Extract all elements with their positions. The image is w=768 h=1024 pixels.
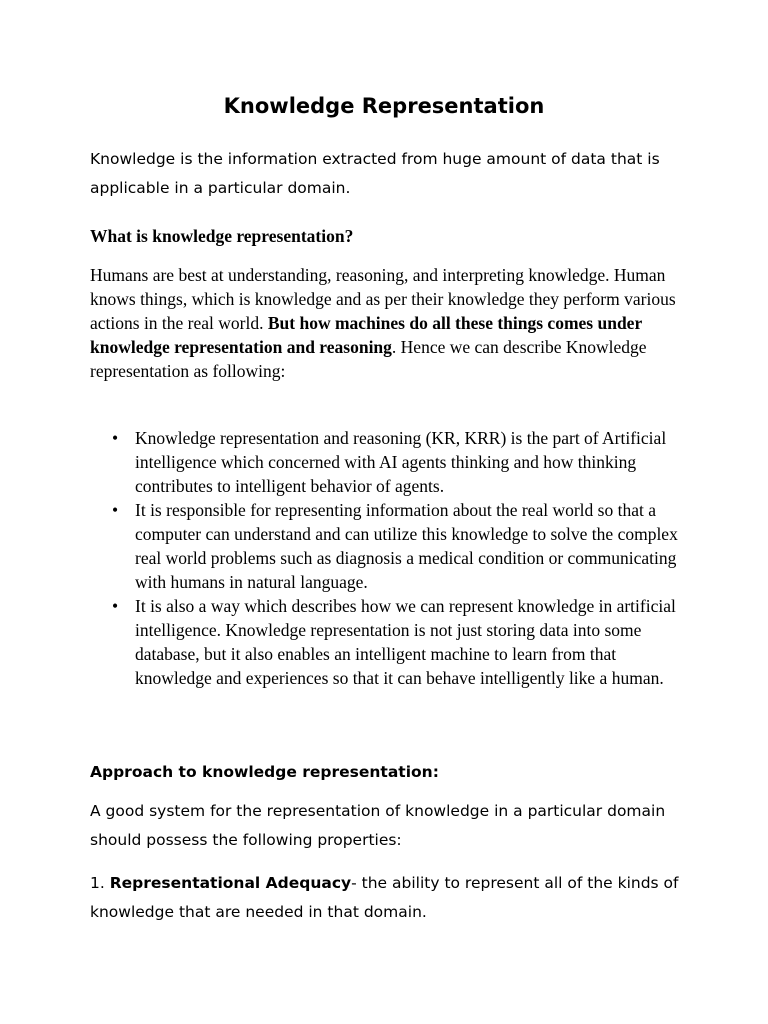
point-number: 1.	[90, 874, 110, 892]
point-definition: - the ability to represent all of the kinds of knowledge that are needed in that domain.	[90, 874, 679, 921]
list-item	[90, 426, 680, 498]
question-heading: What is knowledge representation?	[90, 226, 354, 246]
description-paragraph	[90, 263, 680, 383]
list-item-text: It is responsible for representing information about the real world so that a computer can understand and can utilize this knowledge to solve the complex real world problems such as diagnosis a medical condition or communicating with humans in natural language.	[135, 500, 678, 592]
page-title: Knowledge Representation	[223, 94, 545, 118]
point-term: Representational Adequacy	[109, 874, 352, 892]
list-item	[90, 498, 680, 594]
description-text-b: . Hence we can describe Knowledge representation as following:	[90, 337, 647, 381]
bullet-marker: •	[112, 428, 119, 448]
approach-heading: Approach to knowledge representation:	[90, 763, 439, 781]
list-item	[90, 594, 680, 690]
bullet-marker: •	[112, 596, 119, 616]
numbered-point	[90, 869, 690, 927]
bullet-list	[90, 426, 680, 690]
list-item-text: It is also a way which describes how we can represent knowledge in artificial intelligence. Knowledge representation is not just storing data into some database, but it also enables an intelligent machine to learn from that knowledge and experiences so that it can behave intelligently like a human.	[135, 596, 676, 688]
bullet-marker: •	[112, 500, 119, 520]
properties-paragraph: A good system for the representation of knowledge in a particular domain should possess the following properties:	[90, 802, 666, 849]
list-item-text: Knowledge representation and reasoning (KR, KRR) is the part of Artificial intelligence which concerned with AI agents thinking and how thinking contributes to intelligent behavior of agents.	[135, 428, 667, 496]
description-text-a: Humans are best at understanding, reasoning, and interpreting knowledge. Human knows things, which is knowledge and as per their knowledge they perform various actions in the real world.	[90, 265, 676, 333]
description-bold-text: But how machines do all these things comes under knowledge representation and reasoning	[90, 313, 642, 357]
intro-paragraph: Knowledge is the information extracted from huge amount of data that is applicable in a particular domain.	[90, 150, 660, 197]
